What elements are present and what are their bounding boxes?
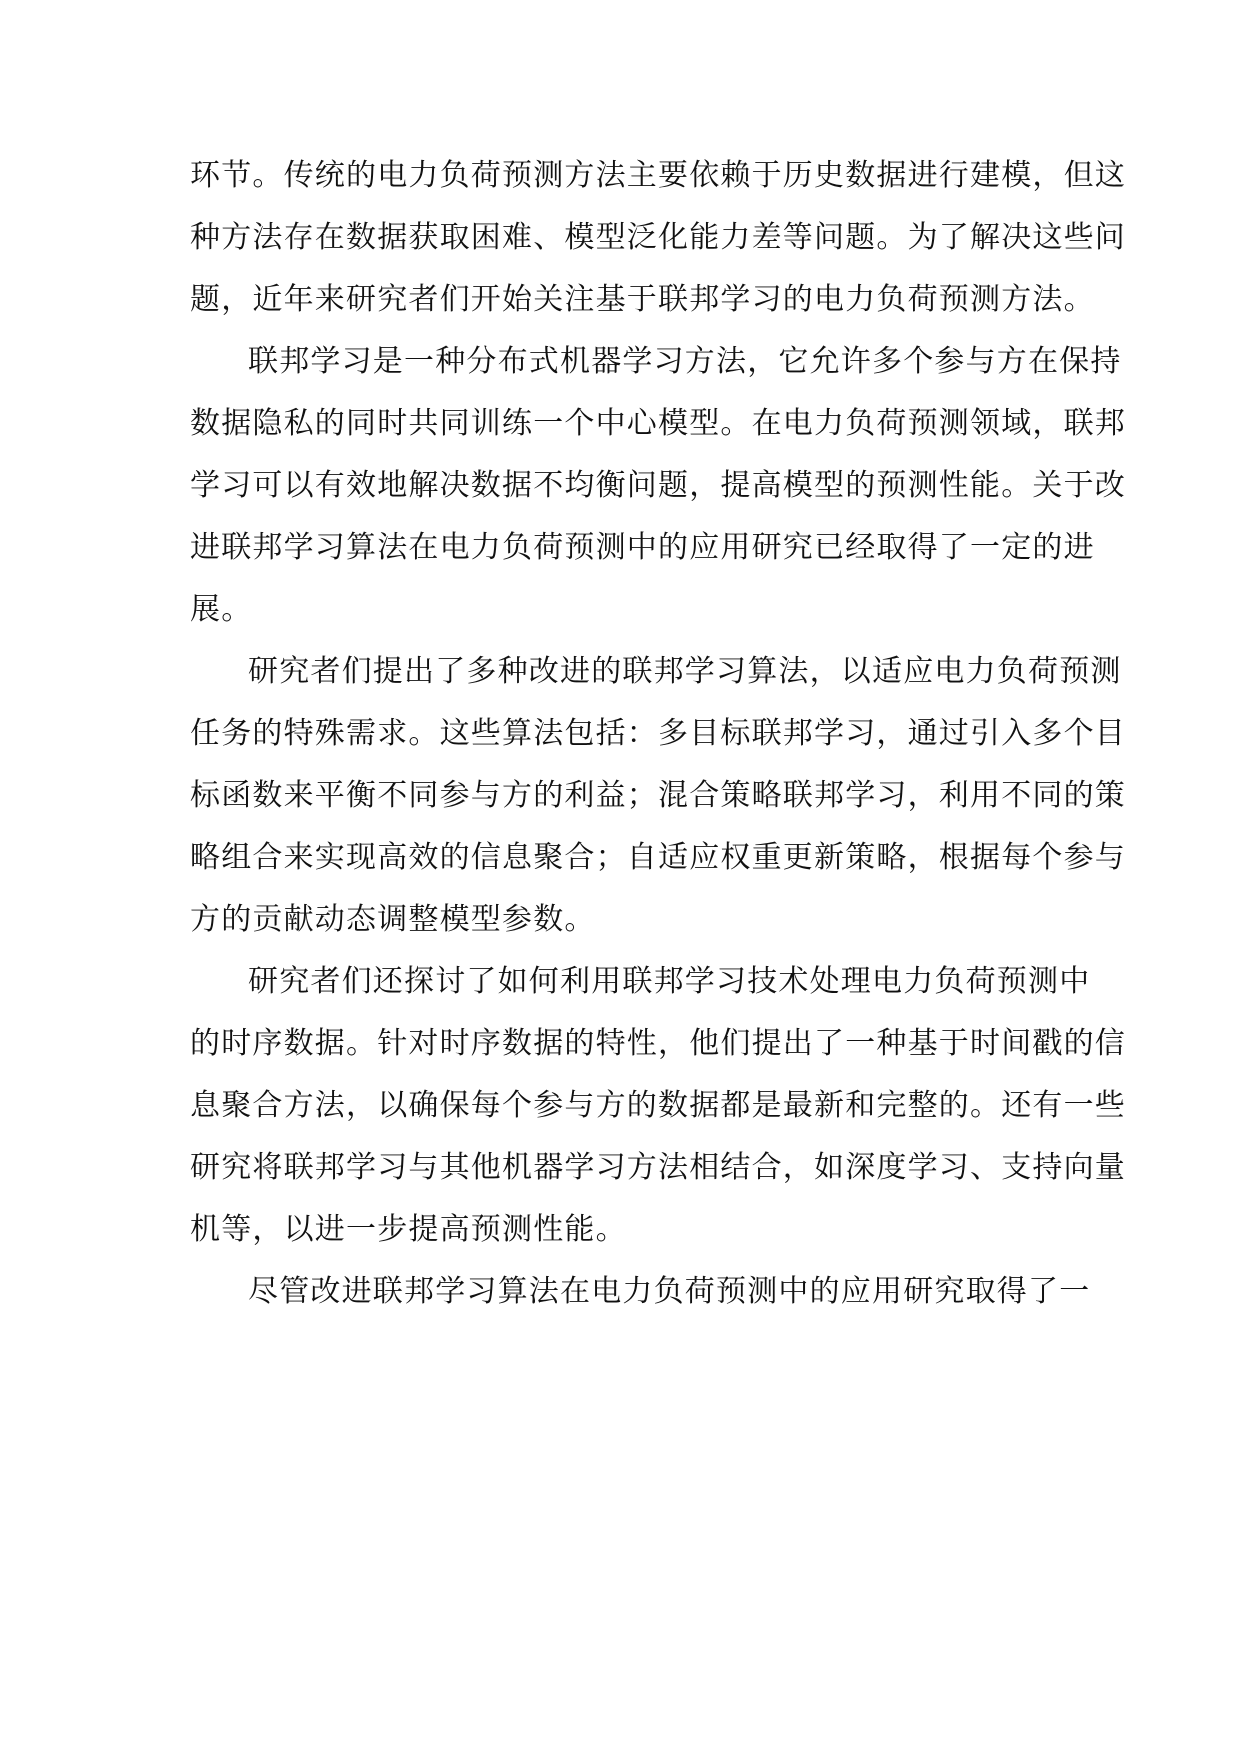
paragraph-4 <box>190 951 1126 1261</box>
document-page <box>190 145 1126 1323</box>
text-line: 的时序数据。针对时序数据的特性，他们提出了一种基于时间戳的信 <box>190 1026 1126 1061</box>
paragraph-5 <box>190 1261 1091 1323</box>
text-line: 尽管改进联邦学习算法在电力负荷预测中的应用研究取得了一 <box>248 1274 1091 1309</box>
paragraph-3 <box>190 641 1126 951</box>
text-line: 略组合来实现高效的信息聚合；自适应权重更新策略，根据每个参与 <box>190 840 1126 875</box>
text-line: 联邦学习是一种分布式机器学习方法，它允许多个参与方在保持 <box>248 344 1122 379</box>
text-line: 研究者们还探讨了如何利用联邦学习技术处理电力负荷预测中 <box>248 964 1091 999</box>
text-line: 题，近年来研究者们开始关注基于联邦学习的电力负荷预测方法。 <box>190 282 1095 317</box>
text-line: 研究者们提出了多种改进的联邦学习算法，以适应电力负荷预测 <box>248 654 1122 689</box>
text-line: 展。 <box>190 592 253 627</box>
text-line: 息聚合方法，以确保每个参与方的数据都是最新和完整的。还有一些 <box>190 1088 1126 1123</box>
text-line: 数据隐私的同时共同训练一个中心模型。在电力负荷预测领域，联邦 <box>190 406 1126 441</box>
text-line: 方的贡献动态调整模型参数。 <box>190 902 596 937</box>
text-line: 进联邦学习算法在电力负荷预测中的应用研究已经取得了一定的进 <box>190 530 1095 565</box>
text-line: 种方法存在数据获取困难、模型泛化能力差等问题。为了解决这些问 <box>190 220 1126 255</box>
text-line: 环节。传统的电力负荷预测方法主要依赖于历史数据进行建模，但这 <box>190 158 1126 193</box>
paragraph-2 <box>190 331 1126 641</box>
text-line: 机等，以进一步提高预测性能。 <box>190 1212 627 1247</box>
text-line: 研究将联邦学习与其他机器学习方法相结合，如深度学习、支持向量 <box>190 1150 1126 1185</box>
text-line: 学习可以有效地解决数据不均衡问题，提高模型的预测性能。关于改 <box>190 468 1126 503</box>
text-line: 任务的特殊需求。这些算法包括：多目标联邦学习，通过引入多个目 <box>190 716 1126 751</box>
text-line: 标函数来平衡不同参与方的利益；混合策略联邦学习，利用不同的策 <box>190 778 1126 813</box>
paragraph-1 <box>190 145 1126 331</box>
